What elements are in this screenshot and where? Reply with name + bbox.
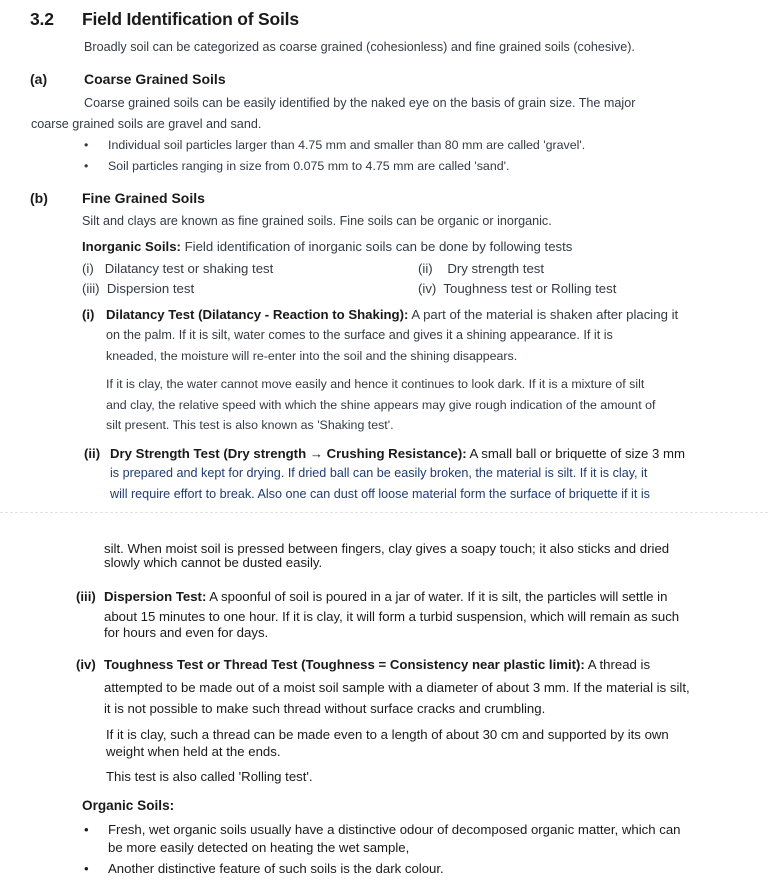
test-iv-p2-line1: If it is clay, such a thread can be made even to a length of about 30 cm and supported by its own (106, 727, 669, 742)
test-ii-text: A small ball or briquette of size 3 mm (469, 446, 686, 461)
organic-bullet-2: • Another distinctive feature of such soils is the dark colour. (108, 858, 444, 879)
test-i-line2: on the palm. If it is silt, water comes to the surface and gives it a shining appearance. If it is (106, 328, 613, 342)
test-iv-p3: This test is also called 'Rolling test'. (106, 769, 313, 784)
test-ii-line1 (110, 443, 685, 464)
test-iv-line3: it is not possible to make such thread without surface cracks and crumbling. (104, 701, 546, 716)
coarse-bullet-sand: • Soil particles ranging in size from 0.075 mm to 4.75 mm are called 'sand'. (108, 156, 509, 177)
test-i-line1 (106, 304, 678, 325)
test-i-title: Dilatancy Test (Dilatancy - Reaction to Shaking): (106, 307, 409, 322)
tests-list-num: (iv) (418, 281, 437, 296)
test-i-text: A part of the material is shaken after placing it (411, 307, 679, 322)
tests-list-num: (ii) (418, 261, 433, 276)
test-iv-num: (iv) (76, 657, 96, 672)
test-ii-line5: slowly which cannot be dusted easily. (104, 555, 323, 570)
inorganic-line (82, 236, 572, 257)
test-iv-title: Toughness Test or Thread Test (Toughness = Consistency near plastic limit): (104, 657, 585, 672)
test-iii-line2: about 15 minutes to one hour. If it is clay, it will form a turbid suspension, which will remain as such (104, 609, 680, 624)
tests-list-item-1 (82, 258, 273, 279)
test-i-num: (i) (82, 307, 95, 322)
tests-list-name: Dry strength test (447, 261, 545, 276)
test-ii-line3: will require effort to break. Also one can dust off loose material form the surface of briquette if it is (110, 487, 650, 501)
test-ii-line4: silt. When moist soil is pressed between fingers, clay gives a soapy touch; it also sticks and dried (104, 541, 670, 556)
test-iv-text: A thread is (587, 657, 651, 672)
coarse-para-line2: coarse grained soils are gravel and sand. (31, 117, 262, 131)
test-iv-line1 (104, 654, 650, 675)
fine-intro: Silt and clays are known as fine grained soils. Fine soils can be organic or inorganic. (82, 214, 552, 228)
tests-list-num: (i) (82, 261, 94, 276)
test-iii-num: (iii) (76, 589, 96, 604)
test-iii-line1 (104, 586, 667, 607)
section-title: Field Identification of Soils (82, 9, 299, 29)
test-iv-p2-line2: weight when held at the ends. (106, 744, 281, 759)
test-iv-line2: attempted to be made out of a moist soil sample with a diameter of about 3 mm. If the material is silt, (104, 680, 690, 695)
inorganic-text: Field identification of inorganic soils can be done by following tests (184, 239, 573, 254)
tests-list-name: Dilatancy test or shaking test (104, 261, 274, 276)
tests-list-item-4 (418, 278, 616, 299)
test-ii-title: Dry Strength Test (Dry strength → Crushing Resistance): (110, 446, 467, 461)
tests-list-num: (iii) (82, 281, 100, 296)
test-iii-line3: for hours and even for days. (104, 625, 269, 640)
coarse-para-line1: Coarse grained soils can be easily identified by the naked eye on the basis of grain size. The major (84, 96, 636, 110)
test-iii-title: Dispersion Test: (104, 589, 207, 604)
page-join-divider (0, 512, 768, 513)
test-ii-num: (ii) (84, 446, 101, 461)
test-i-p2-line3: silt present. This test is also known as 'Shaking test'. (106, 418, 394, 432)
test-i-p2-line1: If it is clay, the water cannot move easily and hence it continues to look dark. If it is a mixture of silt (106, 377, 645, 391)
tests-list-item-3 (82, 278, 194, 299)
section-intro: Broadly soil can be categorized as coarse grained (cohesionless) and fine grained soils (cohesive). (84, 40, 635, 54)
test-iii-text: A spoonful of soil is poured in a jar of water. If it is silt, the particles will settle in (209, 589, 668, 604)
organic-bullet-1-line2: be more easily detected on heating the wet sample, (108, 840, 410, 855)
inorganic-label: Inorganic Soils: (82, 239, 181, 254)
test-i-p2-line2: and clay, the relative speed with which the shine appears may give rough indication of the amount of (106, 398, 656, 412)
section-number: 3.2 (30, 9, 54, 29)
tests-list-item-2 (418, 258, 544, 279)
organic-heading: Organic Soils: (82, 798, 175, 813)
test-i-line3: kneaded, the moisture will re-enter into the soil and the shining disappears. (106, 349, 518, 363)
tests-list-name: Dispersion test (106, 281, 195, 296)
organic-bullet-1-line1: • Fresh, wet organic soils usually have a distinctive odour of decomposed organic matter, which can (108, 819, 680, 840)
fine-label: (b) (30, 190, 48, 206)
coarse-heading: Coarse Grained Soils (84, 71, 226, 87)
coarse-label: (a) (30, 71, 48, 87)
coarse-bullet-gravel: • Individual soil particles larger than 4.75 mm and smaller than 80 mm are called 'gravel'. (108, 135, 585, 156)
fine-heading: Fine Grained Soils (82, 190, 205, 206)
tests-list-name: Toughness test or Rolling test (443, 281, 617, 296)
test-ii-line2: is prepared and kept for drying. If dried ball can be easily broken, the material is silt. If it is clay, it (110, 466, 648, 480)
